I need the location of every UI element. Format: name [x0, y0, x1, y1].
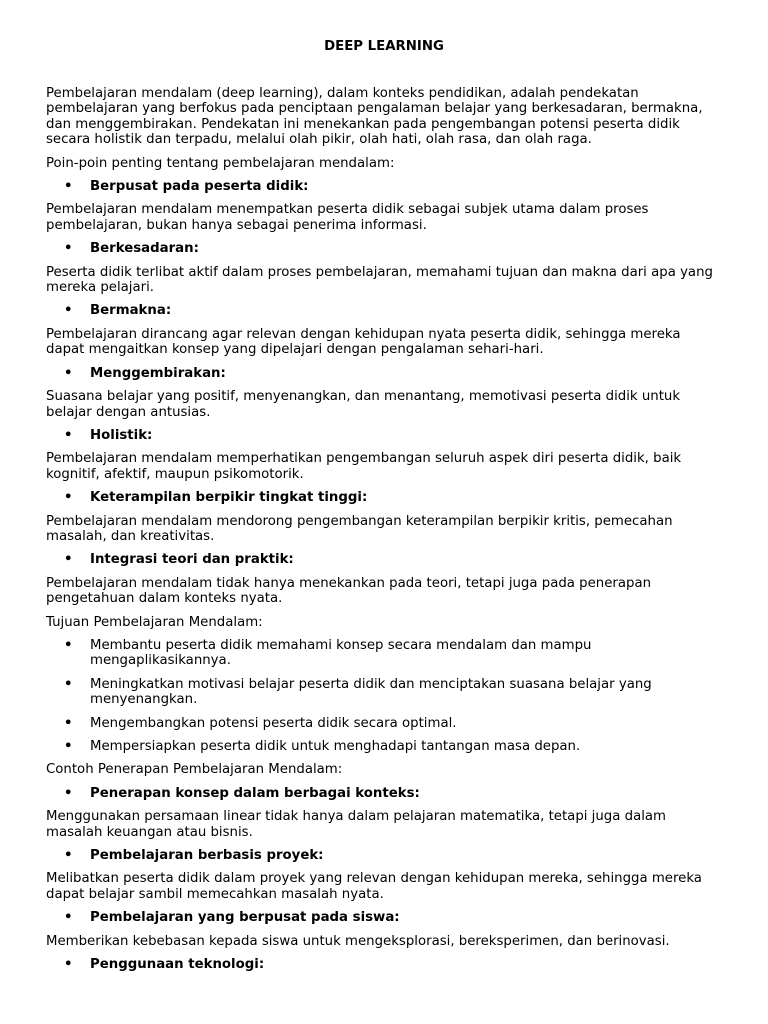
bullet-dot: •	[64, 490, 73, 506]
bullet-dot: •	[64, 552, 73, 568]
bullet-dot: •	[64, 910, 73, 926]
goal-text: Mempersiapkan peserta didik untuk menghadapi tantangan masa depan.	[90, 739, 581, 754]
point-heading	[46, 552, 722, 567]
point-body: Peserta didik terlibat aktif dalam proses pembelajaran, memahami tujuan dan makna dari apa yang mereka pelajari.	[46, 264, 713, 296]
point-heading-text: Keterampilan berpikir tingkat tinggi:	[90, 490, 368, 506]
goal-item	[46, 716, 722, 731]
bullet-dot: •	[64, 179, 73, 195]
point-list	[46, 552, 722, 567]
point-list	[46, 241, 722, 256]
point-list	[46, 490, 722, 505]
example-body: Melibatkan peserta didik dalam proyek yang relevan dengan kehidupan mereka, sehingga mereka dapat belajar sambil memecahkan masalah nyata.	[46, 871, 702, 902]
goal-text: Membantu peserta didik memahami konsep secara mendalam dan mampu mengaplikasikannya.	[90, 637, 592, 669]
point-body: Suasana belajar yang positif, menyenangkan, dan menantang, memotivasi peserta didik untuk belajar dengan antusias.	[46, 389, 681, 420]
goal-item	[46, 677, 722, 708]
goal-item	[46, 638, 722, 669]
point-heading-text: Menggembirakan:	[90, 365, 226, 381]
point-heading-text: Integrasi teori dan praktik:	[90, 552, 294, 568]
point-body: Pembelajaran mendalam tidak hanya menekankan pada teori, tetapi juga pada penerapan pengetahuan dalam konteks nyata.	[46, 575, 652, 607]
points-heading: Poin-poin penting tentang pembelajaran mendalam:	[46, 155, 395, 171]
point-body: Pembelajaran mendalam mendorong pengembangan keterampilan berpikir kritis, pemecahan masalah, dan kreativitas.	[46, 513, 673, 544]
goal-item	[46, 739, 722, 754]
bullet-dot: •	[64, 303, 73, 319]
point-list	[46, 366, 722, 381]
bullet-dot: •	[64, 427, 73, 443]
points-section	[46, 179, 722, 607]
example-heading	[46, 786, 722, 801]
point-heading	[46, 303, 722, 318]
example-list	[46, 848, 722, 863]
example-heading-text: Penerapan konsep dalam berbagai konteks:	[90, 785, 420, 801]
intro-paragraph: Pembelajaran mendalam (deep learning), dalam konteks pendidikan, adalah pendekatan pembelajaran yang berfokus pada penciptaan pengalaman belajar yang berkesadaran, bermakna, dan menggembirakan. Pendekatan ini menekankan pada pengembangan potensi peserta didik secara holistik dan terpadu, melalui olah pikir, olah hati, olah rasa, dan olah raga.	[46, 86, 703, 148]
point-body: Pembelajaran mendalam menempatkan peserta didik sebagai subjek utama dalam proses pembelajaran, bukan hanya sebagai penerima informasi.	[46, 202, 649, 233]
example-heading	[46, 957, 722, 972]
goals-list	[46, 638, 722, 754]
point-list	[46, 303, 722, 318]
example-heading-text: Penggunaan teknologi:	[90, 957, 265, 973]
point-list	[46, 428, 722, 443]
point-heading	[46, 428, 722, 443]
point-heading-text: Berkesadaran:	[90, 241, 199, 257]
example-body: Memberikan kebebasan kepada siswa untuk mengeksplorasi, bereksperimen, dan berinovasi.	[46, 933, 670, 949]
bullet-dot: •	[64, 785, 73, 801]
goals-heading: Tujuan Pembelajaran Mendalam:	[46, 614, 263, 630]
bullet-dot: •	[64, 957, 73, 973]
goal-text: Mengembangkan potensi peserta didik secara optimal.	[90, 715, 457, 731]
bullet-dot: •	[64, 715, 73, 731]
example-list	[46, 910, 722, 925]
point-heading-text: Berpusat pada peserta didik:	[90, 179, 309, 195]
point-body: Pembelajaran dirancang agar relevan dengan kehidupan nyata peserta didik, sehingga mereka dapat mengaitkan konsep yang dipelajari dengan pengalaman sehari-hari.	[46, 326, 681, 358]
point-body: Pembelajaran mendalam memperhatikan pengembangan seluruh aspek diri peserta didik, baik kognitif, afektif, maupun psikomotorik.	[46, 451, 682, 482]
example-heading-text: Pembelajaran berbasis proyek:	[90, 848, 324, 864]
example-body: Menggunakan persamaan linear tidak hanya dalam pelajaran matematika, tetapi juga dalam masalah keuangan atau bisnis.	[46, 809, 667, 840]
goal-text: Meningkatkan motivasi belajar peserta didik dan menciptakan suasana belajar yang menyenangkan.	[90, 676, 652, 708]
point-heading-text: Bermakna:	[90, 303, 172, 319]
examples-section	[46, 786, 722, 973]
example-heading	[46, 848, 722, 863]
bullet-dot: •	[64, 676, 73, 692]
point-heading	[46, 241, 722, 256]
example-list	[46, 957, 722, 972]
bullet-dot: •	[64, 848, 73, 864]
point-list	[46, 179, 722, 194]
bullet-dot: •	[64, 241, 73, 257]
point-heading	[46, 366, 722, 381]
bullet-dot: •	[64, 637, 73, 653]
point-heading	[46, 490, 722, 505]
bullet-dot: •	[64, 739, 73, 754]
examples-heading: Contoh Penerapan Pembelajaran Mendalam:	[46, 762, 343, 778]
point-heading-text: Holistik:	[90, 427, 153, 443]
bullet-dot: •	[64, 365, 73, 381]
document-title: DEEP LEARNING	[324, 39, 444, 54]
example-heading-text: Pembelajaran yang berpusat pada siswa:	[90, 910, 400, 926]
point-heading	[46, 179, 722, 194]
example-list	[46, 786, 722, 801]
example-heading	[46, 910, 722, 925]
